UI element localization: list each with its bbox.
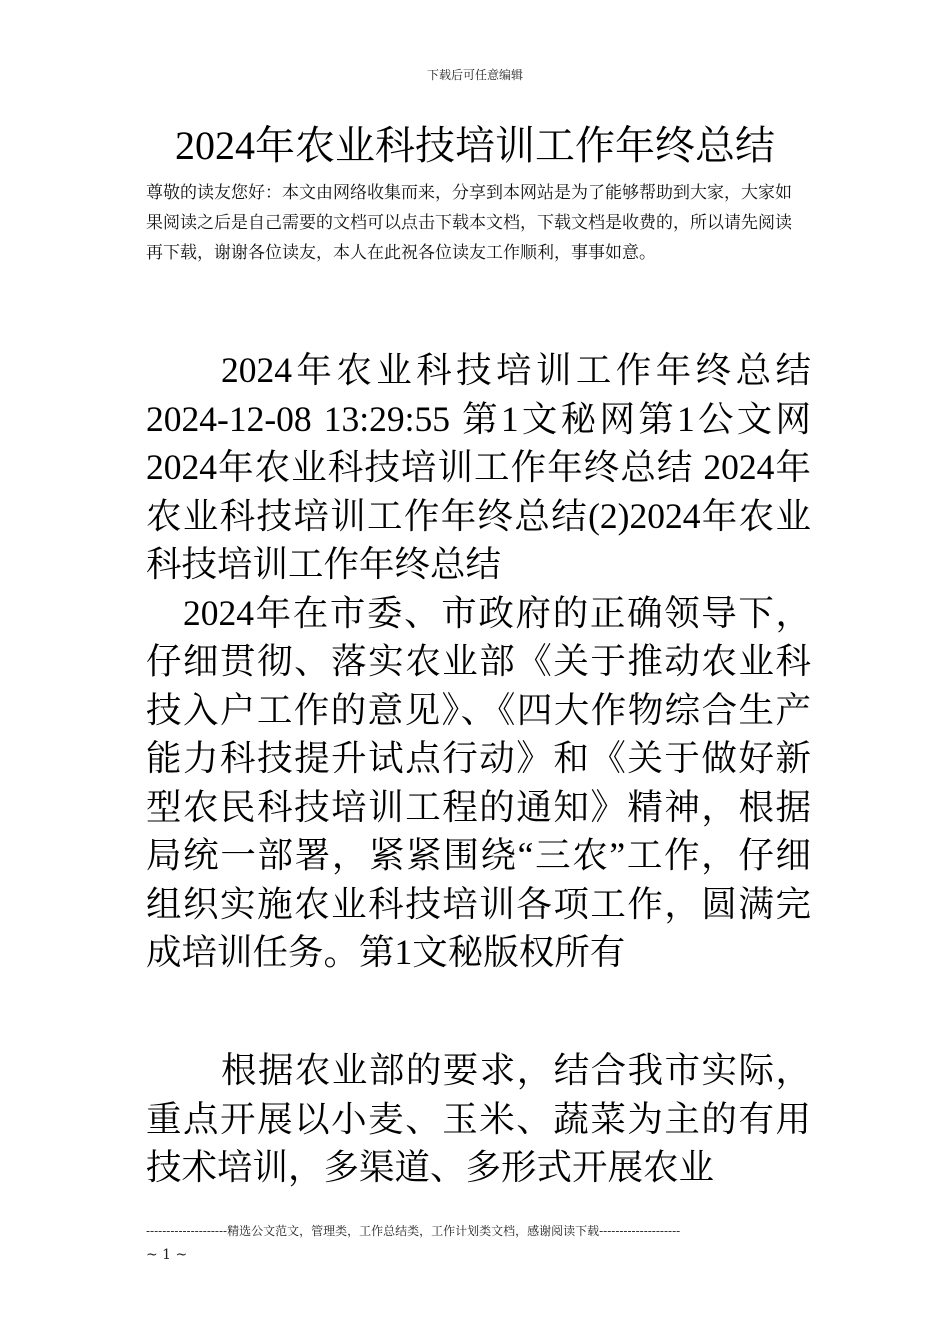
header-note: 下载后可任意编辑 (426, 68, 523, 82)
document-title: 2024年农业科技培训工作年终总结 (175, 123, 775, 168)
body-section-2 (146, 1046, 811, 1192)
body-paragraph-2: 根据农业部的要求，结合我市实际，重点开展以小麦、玉米、蔬菜为主的有用技术培训，多渠道、多形式开展农业 (146, 1050, 811, 1187)
body-paragraph-1: 2024年在市委、市政府的正确领导下，仔细贯彻、落实农业部《关于推动农业科技入户工作的意见》、《四大作物综合生产能力科技提升试点行动》和《关于做好新型农民科技培训工程的通知》精神，根据局统一部署，紧紧围绕“三农”工作，仔细组织实施农业科技培训各项工作，圆满完成培训任务。第1文秘版权所有 (146, 592, 811, 972)
footer-rule: --------------------精选公文范文，管理类，工作总结类，工作计划类文档，感谢阅读下载-------------------- (146, 1224, 681, 1238)
body-section-1 (146, 346, 811, 977)
intro-notice: 尊敬的读友您好：本文由网络收集而来，分享到本网站是为了能够帮助到大家，大家如果阅读之后是自己需要的文档可以点击下载本文档，下载文档是收费的，所以请先阅读再下载，谢谢各位读友，本人在此祝各位读友工作顺利，事事如意。 (146, 183, 792, 263)
page-number: ~ 1 ~ (146, 1247, 188, 1263)
heading-block: 2024年农业科技培训工作年终总结 2024-12-08 13:29:55 第1文秘网第1公文网 2024年农业科技培训工作年终总结 2024年农业科技培训工作年终总结(2)2024年农业科技培训工作年终总结 (146, 350, 811, 584)
